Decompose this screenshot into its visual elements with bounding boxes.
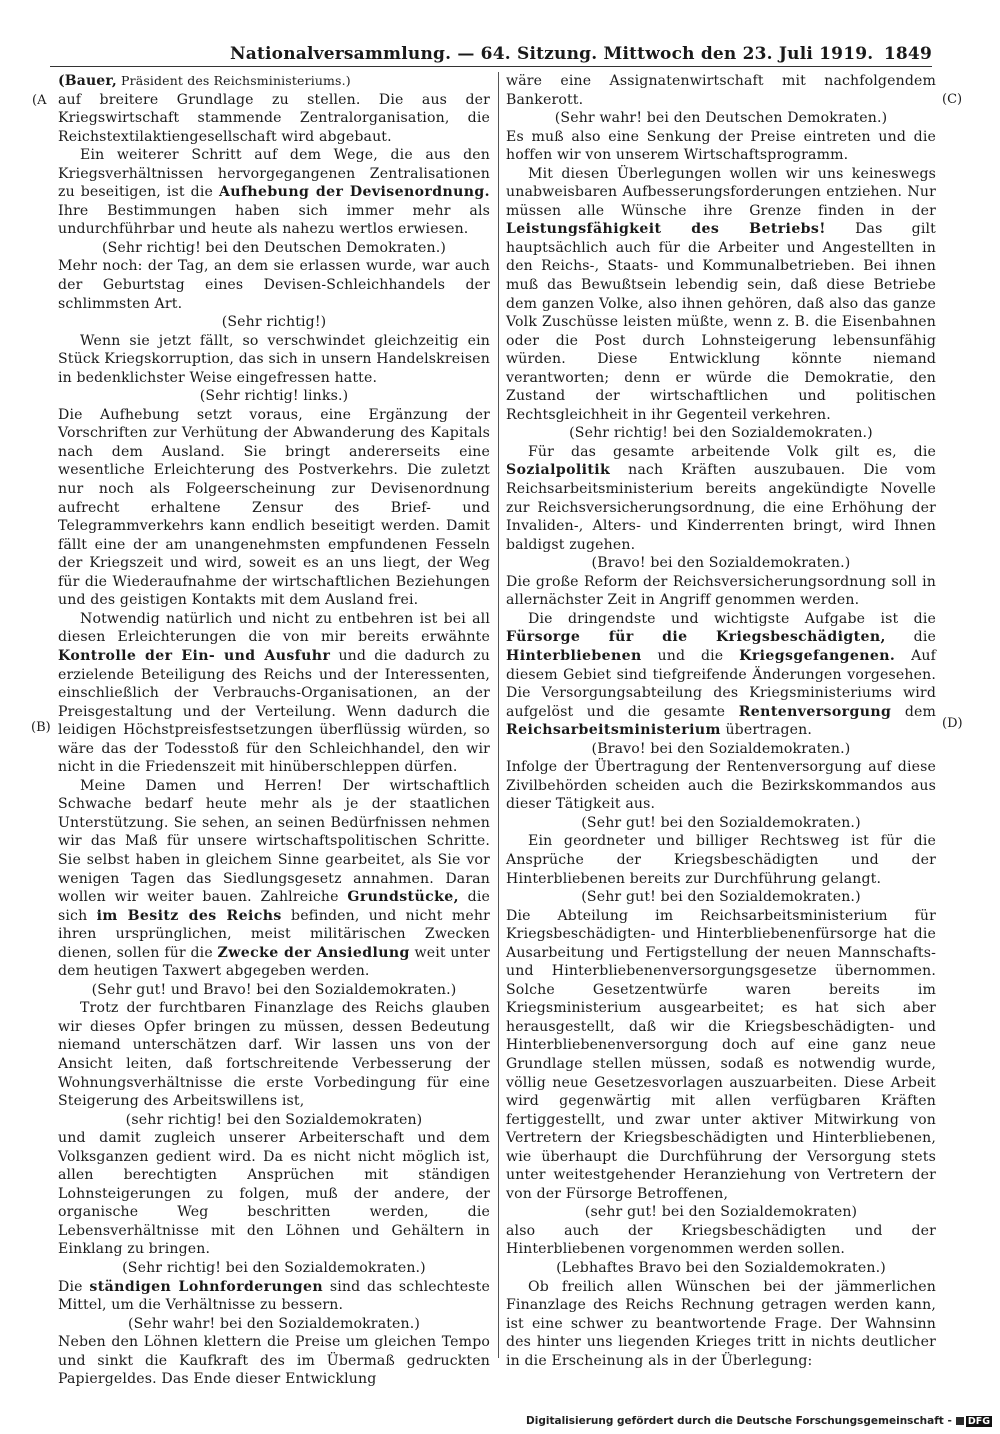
emphasis: Kriegsgefangenen. xyxy=(739,647,896,664)
reaction: (Sehr richtig! bei den Sozialdemokraten.) xyxy=(569,425,873,442)
paragraph: Die Abteilung im Reichsarbeitsministerium für Kriegsbeschädigten- und Hinterbliebenenfürsorge hat die Ausarbeitung und Fertigstellung der neuen Mannschafts- und Hinterbliebenenversorgungsgesetze übernommen. Solche Gesetzentwürfe waren bereits im Kriegsministerium ausgearbeitet; es hat sich aber herausgestellt, daß wir die Kriegsbeschädigten- und Hinterbliebenenversorgung doch auf eine ganz neue Grundlage stellen müssen, sodaß es notwendig wurde, völlig neue Gesetzesvorlagen auszuarbeiten. Diese Arbeit wird gegenwärtig mit allen verfügbaren Kräften fertiggestellt, und zwar unter aktiver Mitwirkung von Vertretern der Kriegsbeschädigten und Hinterbliebenen, wie überhaupt die Durchführung der Versorgung stets unter weitestgehender Heranziehung von Vertretern der von der Fürsorge Betroffenen, xyxy=(506,907,936,1202)
page-header xyxy=(50,40,932,67)
dfg-logo xyxy=(956,1416,992,1427)
left-column xyxy=(58,72,490,1389)
paragraph: Die ständigen Lohnforderungen sind das schlechteste Mittel, um die Verhältnisse zu bessern. xyxy=(58,1278,490,1314)
reaction: (Sehr richtig!) xyxy=(221,314,327,331)
column-divider xyxy=(498,72,499,1358)
emphasis: ständigen Lohnforderungen xyxy=(89,1278,324,1295)
emphasis: Kontrolle der Ein- und Ausfuhr xyxy=(58,647,331,664)
reaction: (Sehr richtig! bei den Sozialdemokraten.) xyxy=(122,1260,426,1276)
paragraph: also auch der Kriegsbeschädigten und der Hinterbliebenen vorgenommen werden sollen. xyxy=(506,1222,936,1258)
emphasis: Reichsarbeitsministerium xyxy=(506,722,721,739)
dfg-logo-text: DFG xyxy=(967,1415,990,1427)
paragraph: Neben den Löhnen klettern die Preise um gleichen Tempo und sinkt die Kaufkraft des im Übermaß gedruckten Papiergeldes. Das Ende dieser Entwicklung xyxy=(58,1334,490,1388)
header-title: Nationalversammlung. — 64. Sitzung. Mittwoch den 23. Juli 1919. xyxy=(230,44,874,64)
emphasis: Grundstücke, xyxy=(347,889,459,906)
margin-mark-b: (B) xyxy=(31,720,51,735)
page-number: 1849 xyxy=(883,44,932,64)
speaker-name: (Bauer, xyxy=(58,73,117,89)
reaction: (Sehr gut! bei den Sozialdemokraten.) xyxy=(581,814,861,831)
paragraph: Notwendig natürlich und nicht zu entbehren ist bei all diesen Erleichterungen die von mir bereits erwähnte Kontrolle der Ein- und Ausfuhr und die dadurch zu erzielende Beteiligung des Reichs und der Interessenten, einschließlich der Verbrauchs-Organisationen, an der Preisgestaltung und der Verteilung. Wenn dadurch die leidigen Höchstpreisfestsetzungen überflüssig würden, so wäre das der Todesstoß für den Schleichhandel, den wir nicht in die Friedenszeit mit hinüberschleppen dürfen. xyxy=(58,610,490,776)
paragraph: Meine Damen und Herren! Der wirtschaftlich Schwache bedarf heute mehr als je der staatlichen Unterstützung. Sie sehen, an seinen Bedürfnissen nehmen wir das Maß für unsere wirtschaftspolitischen Schritte. Sie selbst haben in gleichem Sinne gearbeitet, als Sie vor wenigen Tagen das Siedlungsgesetz annahmen. Daran wollen wir weiter bauen. Zahlreiche Grundstücke, die sich im Besitz des Reichs befinden, und nicht mehr ihren ursprünglichen, meist militärischen Zwecken dienen, sollen für die Zwecke der Ansiedlung weit unter dem heutigen Taxwert abgegeben werden. xyxy=(58,777,491,980)
emphasis: Aufhebung der Devisenordnung. xyxy=(218,184,490,201)
emphasis: Hinterbliebenen xyxy=(506,647,642,664)
paragraph: Wenn sie jetzt fällt, so verschwindet gleichzeitig ein Stück Kriegskorruption, das sich in unsern Handelskreisen in bedenklichster Weise eingefressen hatte. xyxy=(58,332,490,386)
footer xyxy=(526,1415,992,1427)
paragraph: Ein geordneter und billiger Rechtsweg ist für die Ansprüche der Kriegsbeschädigten und der Hinterbliebenen bereits zur Durchführung gelangt. xyxy=(506,833,936,887)
emphasis: Sozialpolitik xyxy=(506,462,611,479)
paragraph: Die dringendste und wichtigste Aufgabe ist die Fürsorge für die Kriegsbeschädigten, die Hinterbliebenen und die Kriegsgefangenen. Auf diesem Gebiet sind tiefgreifende Änderungen vorgesehen. Die Versorgungsabteilung des Kriegsministeriums wird aufgelöst und die gesamte Rentenversorgung dem Reichsarbeitsministerium übertragen. xyxy=(506,610,936,739)
paragraph: Mit diesen Überlegungen wollen wir uns keineswegs unabweisbaren Aufbesserungsforderungen entziehen. Nur müssen alle Wünsche ihre Grenze finden in der Leistungsfähigkeit des Betriebs! Das gilt hauptsächlich auch für die Arbeiter und Angestellten in den Reichs-, Staats- und Kommunalbetrieben. Bei ihnen muß das Bewußtsein lebendig sein, daß diese Betriebe dem ganzen Volke, also ihnen gehören, daß also das ganze Volk Zuschüsse leisten müßte, wenn z. B. die Eisenbahnen oder die Post durch Lohnsteigerung lebensunfähig würden. Diese Entwicklung könnte niemand verantworten; denn er würde die Demokratie, den Zustand der wirtschaftlichen und politischen Rechtsgleichheit in ihr Gegenteil verkehren. xyxy=(506,165,936,423)
paragraph: Die Aufhebung setzt voraus, eine Ergänzung der Vorschriften zur Verhütung der Abwanderung des Kapitals nach dem Ausland. Sie bringt andererseits eine wesentliche Erleichterung des Postverkehrs. Die zuletzt nur noch als Folgeerscheinung zur Devisenordnung aufrecht erhaltene Zensur des Brief- und Telegrammverkehrs kann endlich beseitigt werden. Damit fällt eine der am unangenehmsten empfundenen Fesseln der Kriegszeit und wird, soweit es an uns liegt, der Weg für die Wiederaufnahme der wirtschaftlichen Beziehungen und des geistigen Kontakts mit dem Ausland frei. xyxy=(58,406,490,609)
margin-mark-a: (A xyxy=(32,93,47,108)
paragraph: auf breitere Grundlage zu stellen. Die aus der Kriegswirtschaft stammende Zentralorganisation, die Reichstextilaktiengesellschaft wird abgebaut. xyxy=(58,91,490,145)
emphasis: im Besitz des Reichs xyxy=(96,907,282,924)
reaction: (Bravo! bei den Sozialdemokraten.) xyxy=(591,740,851,757)
reaction: (Sehr gut! bei den Sozialdemokraten.) xyxy=(581,889,861,906)
margin-mark-d: (D) xyxy=(942,716,963,731)
paragraph: Ob freilich allen Wünschen bei der jämmerlichen Finanzlage des Reichs Rechnung getragen werden kann, ist eine schwer zu beantwortende Frage. Der Wahnsinn des hinter uns liegenden Krieges tritt in nichts deutlicher in die Erscheinung als in der Überlegung: xyxy=(506,1278,936,1369)
reaction: (Sehr wahr! bei den Sozialdemokraten.) xyxy=(127,1315,421,1332)
paragraph: Es muß also eine Senkung der Preise eintreten und die hoffen wir von unserem Wirtschaftsprogramm. xyxy=(506,128,936,164)
footer-credit: Digitalisierung gefördert durch die Deutsche Forschungsgemeinschaft - xyxy=(526,1415,952,1427)
reaction: (Sehr richtig! bei den Deutschen Demokraten.) xyxy=(101,239,447,256)
paragraph: wäre eine Assignatenwirtschaft mit nachfolgendem Bankerott. xyxy=(506,73,936,108)
paragraph: Für das gesamte arbeitende Volk gilt es, die Sozialpolitik nach Kräften auszubauen. Die vom Reichsarbeitsministerium bereits angekündigte Novelle zur Reichsversicherungsordnung, die eine Erhöhung der Invaliden-, Alters- und Kinderrenten bringt, wird Ihnen baldigst zugehen. xyxy=(506,443,936,553)
right-column xyxy=(506,72,936,1370)
emphasis: Rentenversorgung xyxy=(738,703,892,720)
speaker-line xyxy=(58,72,490,91)
emphasis: Fürsorge für die Kriegsbeschädigten, xyxy=(506,629,886,646)
paragraph: und damit zugleich unserer Arbeiterschaft und dem Volksganzen gedient wird. Da es nicht nicht möglich ist, allen berechtigten Ansprüchen mit ständigen Lohnsteigerungen zu folgen, muß der andere, der organische Weg beschritten werden, die Lebensverhältnisse mit den Löhnen und Gehältern in Einklang zu bringen. xyxy=(58,1130,490,1258)
reaction: (sehr richtig! bei den Sozialdemokraten) xyxy=(125,1111,423,1128)
margin-mark-c: (C) xyxy=(942,92,963,107)
paragraph: Infolge der Übertragung der Rentenversorgung auf diese Zivilbehörden scheiden auch die Bezirkskommandos aus dieser Tätigkeit aus. xyxy=(506,759,936,813)
paragraph: Die große Reform der Reichsversicherungsordnung soll in allernächster Zeit in Angriff genommen werden. xyxy=(506,573,936,609)
emphasis: Zwecke der Ansiedlung xyxy=(217,944,410,961)
reaction: (Sehr gut! und Bravo! bei den Sozialdemokraten.) xyxy=(91,981,457,998)
reaction: (Sehr richtig! links.) xyxy=(199,388,349,405)
paragraph: Ein weiterer Schritt auf dem Wege, die aus den Kriegsverhältnissen hervorgegangenen Zentralisationen zu beseitigen, ist die Aufhebung der Devisenordnung. Ihre Bestimmungen haben sich immer mehr als undurchführbar und heute als nahezu wertlos erwiesen. xyxy=(58,147,490,238)
reaction: (Sehr wahr! bei den Deutschen Demokraten.) xyxy=(554,110,888,127)
speaker-role: Präsident des Reichsministeriums.) xyxy=(121,73,351,88)
reaction: (Lebhaftes Bravo bei den Sozialdemokraten.) xyxy=(556,1260,886,1276)
paragraph: Mehr noch: der Tag, an dem sie erlassen wurde, war auch der Geburtstag eines Devisen-Schleichhandels der schlimmsten Art. xyxy=(58,258,490,312)
reaction: (Bravo! bei den Sozialdemokraten.) xyxy=(591,555,851,572)
logo-square-icon xyxy=(956,1417,964,1425)
emphasis: Leistungsfähigkeit des Betriebs! xyxy=(506,221,826,238)
paragraph: Trotz der furchtbaren Finanzlage des Reichs glauben wir dieses Opfer bringen zu müssen, dessen Bedeutung niemand unterschätzen darf. Wir lassen uns von der Ansicht leiten, daß fortschreitende Verbesserung der Wohnungsverhältnisse die erste Vorbedingung für eine Steigerung des Arbeitswillens ist, xyxy=(58,1000,490,1110)
reaction: (sehr gut! bei den Sozialdemokraten) xyxy=(584,1204,858,1221)
